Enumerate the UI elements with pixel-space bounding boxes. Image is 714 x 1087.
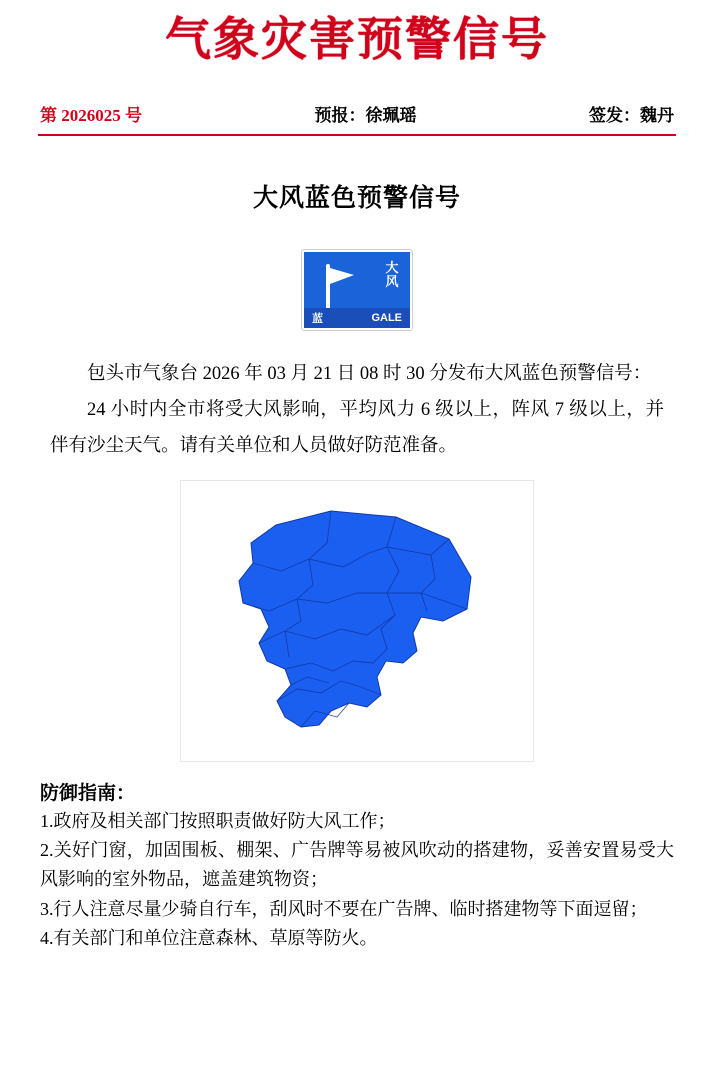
guide-item: 1.政府及相关部门按照职责做好防大风工作； — [40, 811, 396, 832]
wind-flag-icon — [320, 264, 360, 312]
badge-kanji-line2: 风 — [385, 273, 399, 289]
warning-area-map — [180, 480, 534, 762]
badge-english-label: GALE — [371, 311, 402, 324]
guide-item: 4.有关部门和单位注意森林、草原等防火。 — [40, 927, 378, 948]
body-text — [38, 356, 676, 464]
guide-item: 2.关好门窗，加固围板、棚架、广告牌等易被风吹动的搭建物，妥善安置易受大风影响的室外物品，遮盖建筑物资； — [40, 840, 674, 890]
page-title: 气象灾害预警信号 — [165, 14, 549, 65]
header-divider — [38, 134, 676, 136]
body-paragraph-1: 包头市气象台 2026 年 03 月 21 日 08 时 30 分发布大风蓝色预警信号： — [87, 363, 652, 384]
warning-document-page — [0, 14, 714, 1087]
badge-kanji — [384, 261, 400, 289]
issuer-label: 签发：魏丹 — [589, 105, 674, 125]
badge-kanji-line1: 大 — [385, 259, 399, 275]
badge-level-label: 蓝 — [312, 312, 323, 325]
signal-title: 大风蓝色预警信号 — [252, 184, 461, 212]
forecaster-label: 预报：徐珮瑶 — [314, 105, 417, 125]
defense-guide-title: 防御指南： — [40, 783, 136, 805]
gale-blue-warning-badge — [302, 250, 412, 330]
guide-item: 3.行人注意尽量少骑自行车，刮风时不要在广告牌、临时搭建物等下面逗留； — [40, 898, 648, 919]
issue-number: 第 2026025 号 — [40, 105, 142, 125]
map-wrap — [38, 480, 676, 762]
signal-badge-wrap — [38, 250, 676, 330]
defense-guide-list — [38, 807, 676, 953]
document-meta-row — [38, 101, 676, 126]
badge-bottom-bar — [304, 308, 410, 328]
body-paragraph-2: 24 小时内全市将受大风影响，平均风力 6 级以上，阵风 7 级以上，并伴有沙尘天气。请有关单位和人员做好防范准备。 — [50, 399, 664, 457]
map-shape — [181, 481, 533, 761]
